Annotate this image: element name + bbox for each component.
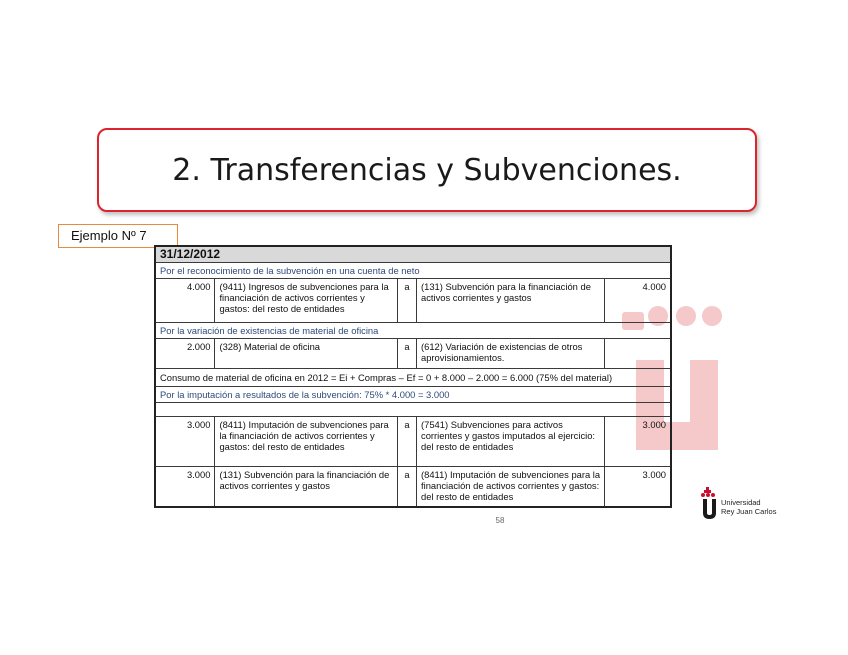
entry-separator: a xyxy=(397,279,416,323)
slide-title: 2. Transferencias y Subvenciones. xyxy=(172,152,682,188)
example-label: Ejemplo Nº 7 xyxy=(58,224,178,248)
university-name-line1: Universidad xyxy=(721,498,761,507)
table-row xyxy=(155,279,671,323)
table-date-row xyxy=(155,246,671,263)
table-row xyxy=(155,339,671,369)
debit-amount: 3.000 xyxy=(155,417,215,467)
spacer-row xyxy=(155,403,671,417)
table-date: 31/12/2012 xyxy=(155,246,671,263)
debit-amount: 4.000 xyxy=(155,279,215,323)
table-row xyxy=(155,417,671,467)
university-name-line2: Rey Juan Carlos xyxy=(721,507,777,516)
section-heading: Por el reconocimiento de la subvención en una cuenta de neto xyxy=(155,263,671,279)
credit-account: (612) Variación de existencias de otros aprovisionamientos. xyxy=(417,339,605,369)
calculation-note: Consumo de material de oficina en 2012 = Ei + Compras – Ef = 0 + 8.000 – 2.000 = 6.000 (75% del material) xyxy=(155,369,671,387)
debit-account: (328) Material de oficina xyxy=(215,339,397,369)
university-u-icon xyxy=(700,487,720,521)
credit-account: (7541) Subvenciones para activos corrientes y gastos imputados al ejercicio: del resto de entidades xyxy=(417,417,605,467)
university-name xyxy=(721,498,776,516)
slide-title-box xyxy=(97,128,757,212)
debit-amount: 3.000 xyxy=(155,467,215,507)
section-row xyxy=(155,263,671,279)
credit-account: (131) Subvención para la financiación de activos corrientes y gastos xyxy=(417,279,605,323)
section-row xyxy=(155,387,671,403)
debit-amount: 2.000 xyxy=(155,339,215,369)
entry-separator: a xyxy=(397,417,416,467)
calculation-note-row xyxy=(155,369,671,387)
credit-amount: 4.000 xyxy=(605,279,671,323)
section-row xyxy=(155,323,671,339)
debit-account: (8411) Imputación de subvenciones para la financiación de activos corrientes y gastos: del resto de entidades xyxy=(215,417,397,467)
debit-account: (131) Subvención para la financiación de activos corrientes y gastos xyxy=(215,467,397,507)
entry-separator: a xyxy=(397,467,416,507)
credit-amount: 3.000 xyxy=(605,417,671,467)
section-heading: Por la variación de existencias de material de oficina xyxy=(155,323,671,339)
credit-account: (8411) Imputación de subvenciones para la financiación de activos corrientes y gastos: del resto de entidades xyxy=(417,467,605,507)
table-row xyxy=(155,403,671,417)
credit-amount xyxy=(605,339,671,369)
page-number: 58 xyxy=(495,516,505,525)
debit-account: (9411) Ingresos de subvenciones para la financiación de activos corrientes y gastos: del resto de entidades xyxy=(215,279,397,323)
section-heading: Por la imputación a resultados de la subvención: 75% * 4.000 = 3.000 xyxy=(155,387,671,403)
entry-separator: a xyxy=(397,339,416,369)
table-row xyxy=(155,467,671,507)
credit-amount: 3.000 xyxy=(605,467,671,507)
journal-entries-table xyxy=(154,245,672,508)
